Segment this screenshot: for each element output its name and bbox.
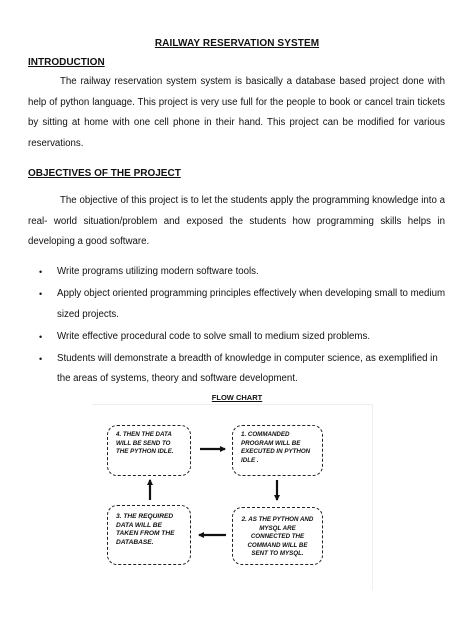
flow-chart-title: FLOW CHART <box>211 393 263 402</box>
introduction-heading: INTRODUCTION <box>28 57 105 68</box>
bullet-text: Apply object oriented programming principles effectively when developing small to medium sized projects. <box>57 288 446 320</box>
bullet-text: Students will demonstrate a breadth of knowledge in computer science, as exemplified in the areas of systems, theory and software development. <box>57 352 438 384</box>
document-title: RAILWAY RESERVATION SYSTEM <box>154 38 320 49</box>
objectives-heading: OBJECTIVES OF THE PROJECT <box>28 168 181 179</box>
flow-box-step1: 1. COMMANDED PROGRAM WILL BE EXECUTED IN PYTHON IDLE . <box>232 425 323 476</box>
bullet-text: Write effective procedural code to solve small to medium sized problems. <box>57 330 371 342</box>
bullet-text: Write programs utilizing modern software tools. <box>57 266 259 277</box>
introduction-paragraph: The railway reservation system system is basically a database based project done with help of python language. This project is very use full for the people to book or cancel train tickets by sitting at home with one cell phone in their hand. This project can be modified for various reservations. <box>28 76 445 149</box>
bullet-icon: • <box>39 353 43 364</box>
bullet-icon: • <box>39 289 43 299</box>
objectives-paragraph: The objective of this project is to let the students apply the programming knowledge into a real- world situation/problem and exposed the students how programming skills helps in developing a good software. <box>28 195 445 247</box>
flow-box-step4: 4. THEN THE DATA WILL BE SEND TO THE PYTHON IDLE. <box>107 425 191 476</box>
flow-box-step2: 2. AS THE PYTHON AND MYSQL ARE CONNECTED THE COMMAND WILL BE SENT TO MYSQL. <box>232 507 323 565</box>
bullet-icon: • <box>39 331 43 342</box>
flow-box-step3: 3. THE REQUIRED DATA WILL BE TAKEN FROM THE DATABASE. <box>107 505 191 565</box>
bullet-icon: • <box>39 267 43 277</box>
